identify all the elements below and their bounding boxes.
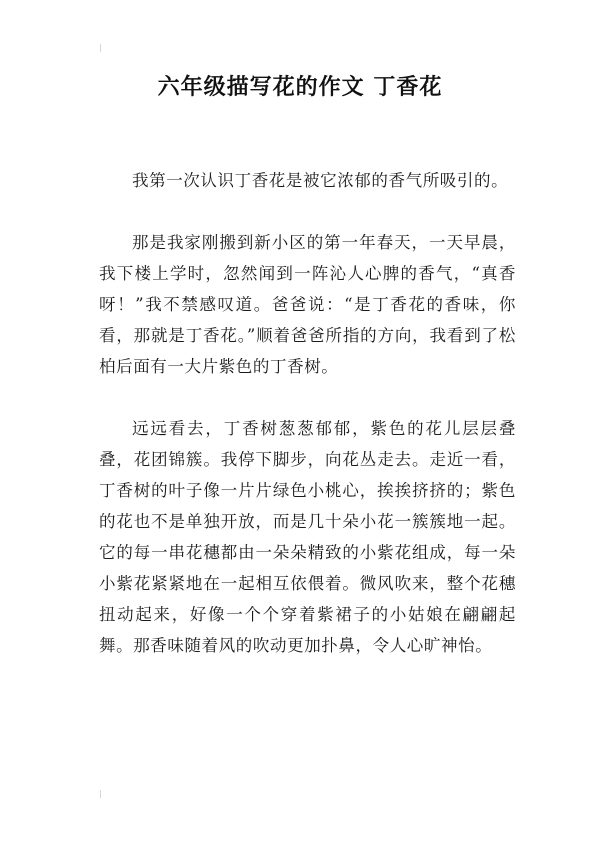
paragraph: 那是我家刚搬到新小区的第一年春天，一天早晨，我下楼上学时，忽然闻到一阵沁人心脾的香气，“真香呀！”我不禁感叹道。爸爸说：“是丁香花的香味，你看，那就是丁香花。”顺着爸爸所指的方向，我看到了松柏后面有一大片紫色的丁香树。 — [99, 233, 516, 376]
essay-body — [99, 165, 516, 692]
page-corner-mark — [100, 44, 101, 52]
page-title: 六年级描写花的作文 丁香花 — [157, 75, 443, 100]
paragraph: 我第一次认识丁香花是被它浓郁的香气所吸引的。 — [132, 171, 509, 190]
paragraph: 远远看去，丁香树葱葱郁郁，紫色的花儿层层叠叠，花团锦簇。我停下脚步，向花丛走去。走近一看，丁香树的叶子像一片片绿色小桃心，挨挨挤挤的；紫色的花也不是单独开放，而是几十朵小花一簇簇地一起。它的每一串花穗都由一朵朵精致的小紫花组成，每一朵小紫花紧紧地在一起相互依偎着。微风吹来，整个花穗扭动起来，好像一个个穿着紫裙子的小姑娘在翩翩起舞。那香味随着风的吹动更加扑鼻，令人心旷神怡。 — [99, 419, 516, 655]
page-corner-mark — [100, 790, 101, 798]
